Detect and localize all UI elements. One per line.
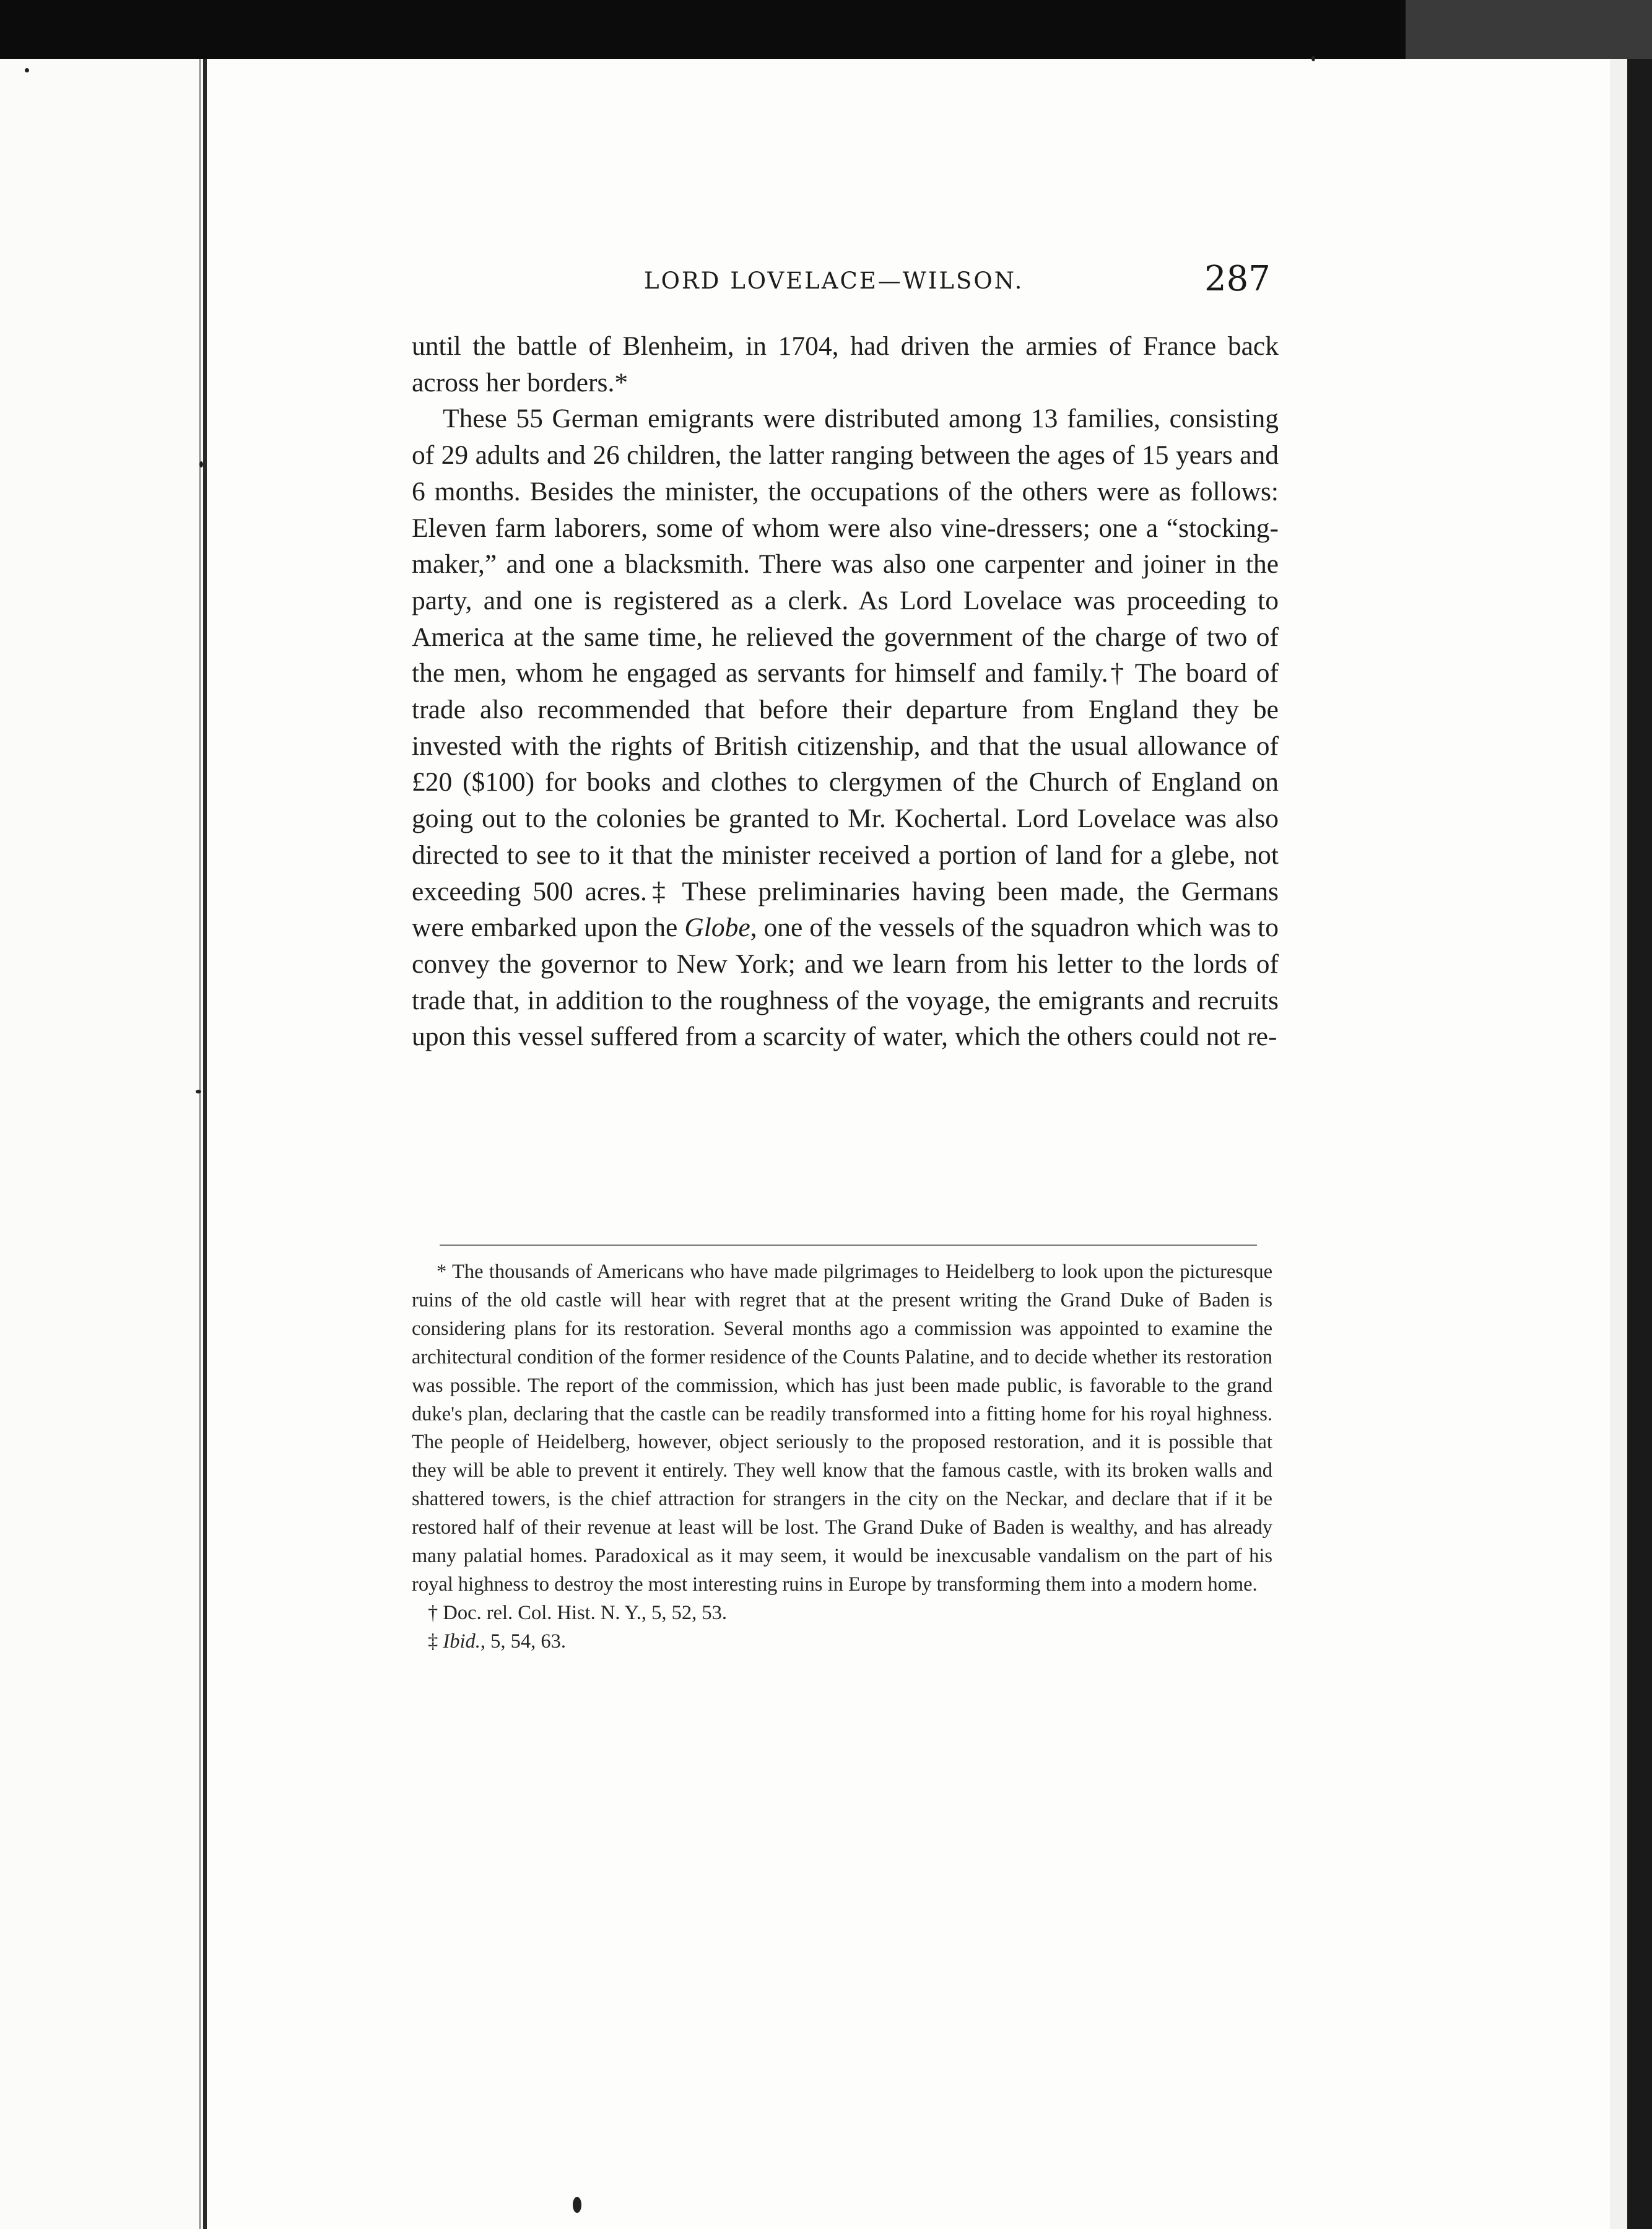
footnote-asterisk: * The thousands of Americans who have made pilgrimages to Heidelberg to look upon the picturesque ruins of the old castle will hear with regret that at the present writing the Grand Duke of Baden is considering plans for its restoration. Several months ago a commission was appointed to examine the architectural condition of the former residence of the Counts Palatine, and to decide whether its restoration was possible. The report of the commission, which has just been made public, is favorable to the grand duke's plan, declaring that the castle can be readily transformed into a fitting home for his royal highness. The people of Heidelberg, however, object seriously to the proposed restoration, and it is possible that they will be able to prevent it entirely. They well know that the famous castle, with its broken walls and shattered towers, is the chief attraction for strangers in the city on the Neckar, and declare that if it be restored half of their revenue at least will be lost. The Grand Duke of Baden is wealthy, and has already many palatial homes. Paradoxical as it may seem, it would be inexcusable vandalism on the part of his royal highness to destroy the most interesting ruins in Europe by transforming them into a modern home. — [412, 1261, 1272, 1596]
scan-speck — [573, 2197, 581, 2213]
scanner-top-border — [0, 0, 1652, 59]
footnote-double-dagger-mark: ‡ — [428, 1630, 443, 1653]
footnote-double-dagger — [412, 1628, 1272, 1656]
scan-speck — [25, 68, 29, 72]
running-header: LORD LOVELACE—WILSON. — [644, 267, 1024, 294]
scan-speck — [1311, 56, 1315, 61]
paragraph-emigrants-end: , one of the vessels of the squadron which was to convey the governor to New York; and we learn from his letter to the lords of trade that, in addition to the roughness of the voyage, the emigrants and recruits upon this vessel suffered from a scarcity of water, which the others could not re- — [412, 913, 1279, 1052]
scan-speck — [199, 461, 203, 467]
left-facing-page-margin — [0, 59, 204, 2229]
footnote-dagger: † Doc. rel. Col. Hist. N. Y., 5, 52, 53. — [428, 1601, 727, 1624]
footnote-divider — [440, 1245, 1257, 1246]
scanner-top-border-grey — [1406, 0, 1652, 59]
paragraph-emigrants — [412, 401, 1279, 1055]
footnotes — [412, 1258, 1272, 1656]
page-fold-line — [199, 59, 201, 2229]
paragraph-emigrants-text: These 55 German emigrants were distributed among 13 families, consisting of 29 adults and 26 children, the latter ranging between the ages of 15 years and 6 months. Besides the minister, the occupations of the others were as follows: Eleven farm laborers, some of whom were also vine-dressers; one a “stocking-maker,” and one a blacksmith. There was also one carpenter and joiner in the party, and one is registered as a clerk. As Lord Lovelace was proceeding to America at the same time, he relieved the government of the charge of two of the men, whom he engaged as servants for himself and family.† The board of trade also recommended that before their departure from England they be invested with the rights of British citizenship, and that the usual allowance of £20 ($100) for books and clothes to clergymen of the Church of England on going out to the colonies be granted to Mr. Kochertal. Lord Lovelace was also directed to see to it that the minister received a portion of land for a glebe, not exceeding 500 acres.‡ These preliminaries having been made, the Germans were embarked upon the — [412, 404, 1279, 943]
scanner-right-border — [1627, 59, 1652, 2229]
scan-speck — [196, 1090, 201, 1093]
main-text — [412, 328, 1279, 1055]
footnote-double-dagger-ref: , 5, 54, 63. — [480, 1630, 566, 1653]
page-right-shadow — [1610, 59, 1627, 2229]
ship-name: Globe — [684, 913, 750, 943]
page-number: 287 — [1204, 259, 1271, 299]
footnote-ibid: Ibid. — [443, 1630, 480, 1653]
paragraph-continued: until the battle of Blenheim, in 1704, had driven the armies of France back across her borders.* — [412, 331, 1279, 398]
page-binding-edge — [203, 59, 207, 2229]
